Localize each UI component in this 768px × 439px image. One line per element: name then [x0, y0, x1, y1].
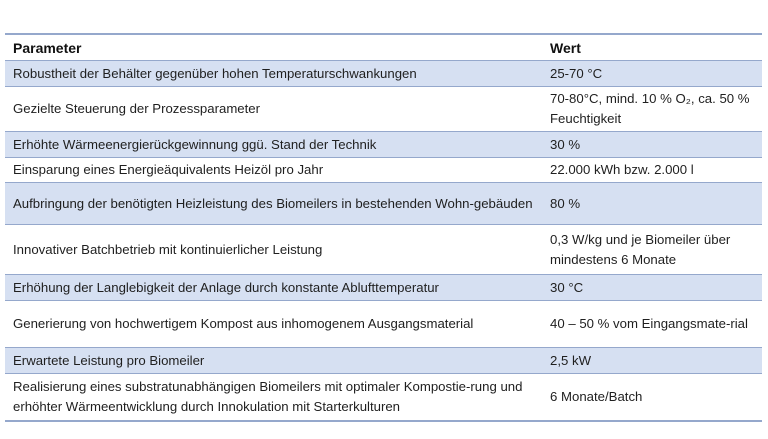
value-cell: 25-70 °C: [545, 61, 762, 87]
table-row: [5, 132, 762, 158]
table-header-row: [5, 34, 762, 61]
value-cell: 22.000 kWh bzw. 2.000 l: [545, 158, 762, 183]
value-cell: 2,5 kW: [545, 348, 762, 374]
table-row: [5, 158, 762, 183]
table-row: [5, 275, 762, 301]
value-cell: 40 – 50 % vom Eingangsmate-rial: [545, 301, 762, 348]
parameter-cell: Erhöhte Wärmeenergierückgewinnung ggü. Stand der Technik: [5, 132, 545, 158]
table-row: [5, 87, 762, 132]
table-row: [5, 348, 762, 374]
table-row: [5, 225, 762, 275]
parameter-cell: Aufbringung der benötigten Heizleistung des Biomeilers in bestehenden Wohn-gebäuden: [5, 183, 545, 225]
value-cell: 0,3 W/kg und je Biomeiler über mindestens 6 Monate: [545, 225, 762, 275]
table-row: [5, 374, 762, 422]
parameter-cell: Innovativer Batchbetrieb mit kontinuierlicher Leistung: [5, 225, 545, 275]
parameter-cell: Erwartete Leistung pro Biomeiler: [5, 348, 545, 374]
value-cell: 30 °C: [545, 275, 762, 301]
parameter-cell: Realisierung eines substratunabhängigen Biomeilers mit optimaler Kompostie-rung und erhöhter Wärmeentwicklung durch Innokulation mit Starterkulturen: [5, 374, 545, 422]
column-header-parameter: Parameter: [5, 34, 545, 61]
table-row: [5, 183, 762, 225]
column-header-value: Wert: [545, 34, 762, 61]
parameter-cell: Erhöhung der Langlebigkeit der Anlage durch konstante Ablufttemperatur: [5, 275, 545, 301]
value-cell: 80 %: [545, 183, 762, 225]
parameter-cell: Gezielte Steuerung der Prozessparameter: [5, 87, 545, 132]
table-row: [5, 301, 762, 348]
value-cell: 6 Monate/Batch: [545, 374, 762, 422]
parameter-table-container: [5, 33, 762, 422]
parameter-cell: Generierung von hochwertigem Kompost aus inhomogenem Ausgangsmaterial: [5, 301, 545, 348]
value-cell: 30 %: [545, 132, 762, 158]
parameter-cell: Einsparung eines Energieäquivalents Heizöl pro Jahr: [5, 158, 545, 183]
parameter-table: [5, 33, 762, 422]
parameter-cell: Robustheit der Behälter gegenüber hohen Temperaturschwankungen: [5, 61, 545, 87]
table-row: [5, 61, 762, 87]
value-cell: 70-80°C, mind. 10 % O₂, ca. 50 % Feuchtigkeit: [545, 87, 762, 132]
